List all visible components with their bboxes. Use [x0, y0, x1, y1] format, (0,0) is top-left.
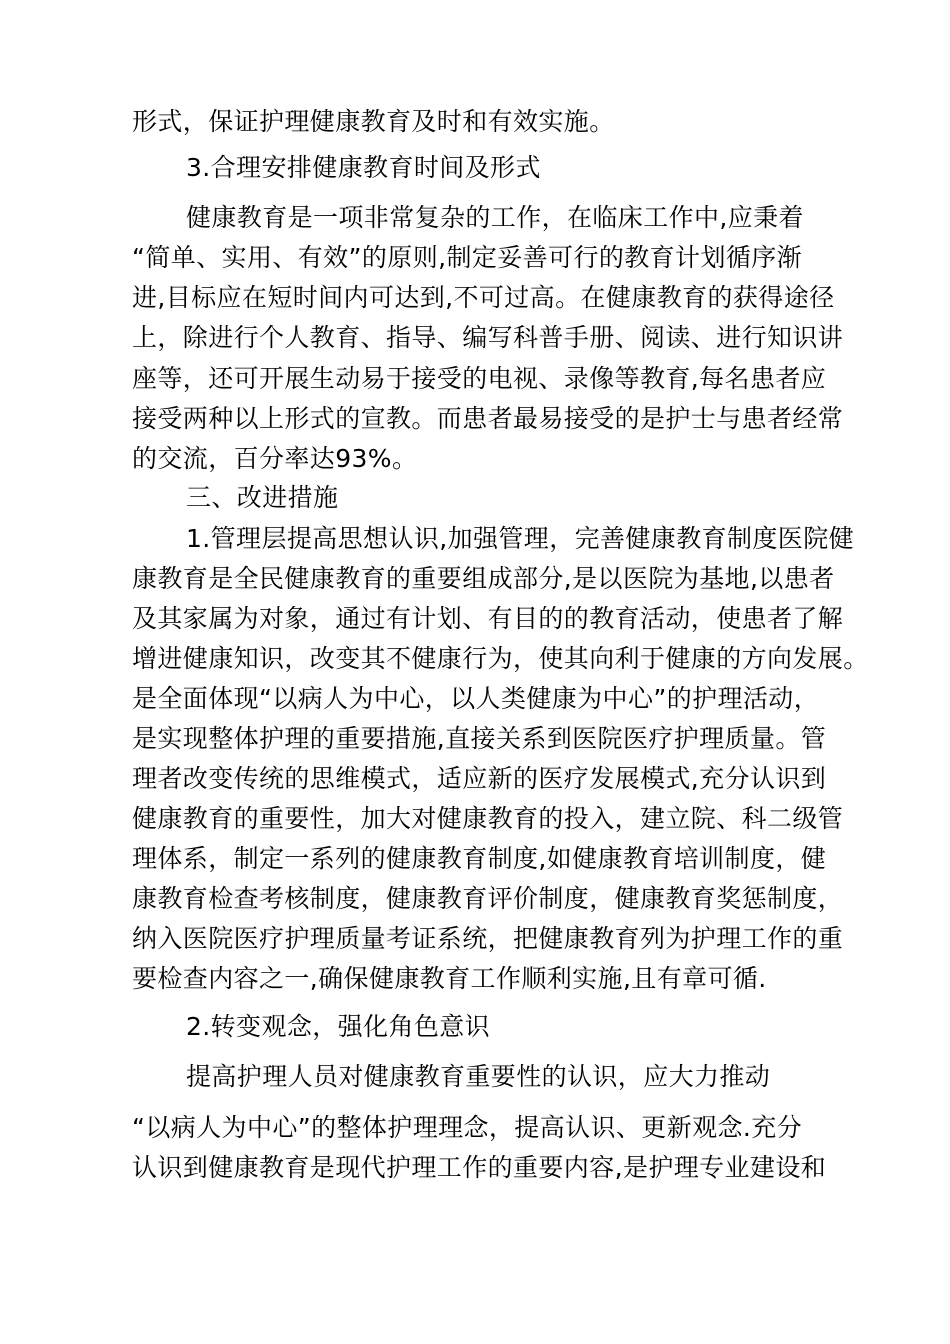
- text-line: 理者改变传统的思维模式，适应新的医疗发展模式,充分认识到: [132, 764, 827, 793]
- text-line: 是实现整体护理的重要措施,直接关系到医院医疗护理质量。管: [132, 724, 827, 753]
- section-heading: 三、改进措施: [186, 483, 339, 512]
- section-heading: 2.转变观念，强化角色意识: [186, 1012, 491, 1041]
- text-line: 是全面体现“以病人为中心，以人类健康为中心”的护理活动，: [132, 684, 820, 713]
- paragraph-first-line: 提高护理人员对健康教育重要性的认识，应大力推动: [186, 1062, 771, 1091]
- text-line: 康教育是全民健康教育的重要组成部分,是以医院为基地,以患者: [132, 564, 835, 593]
- text-line: “以病人为中心”的整体护理理念，提高认识、更新观念.充分: [132, 1113, 803, 1142]
- text-line: 座等，还可开展生动易于接受的电视、录像等教育,每名患者应: [132, 364, 827, 393]
- text-line: 认识到健康教育是现代护理工作的重要内容,是护理专业建设和: [132, 1153, 827, 1182]
- text-line: 及其家属为对象，通过有计划、有目的的教育活动，使患者了解: [132, 604, 844, 633]
- text-line: “简单、实用、有效”的原则,制定妥善可行的教育计划循序渐: [132, 243, 803, 272]
- text-line: 要检查内容之一,确保健康教育工作顺利实施,且有章可循.: [132, 964, 767, 993]
- text-line: 进,目标应在短时间内可达到,不可过高。在健康教育的获得途径: [132, 283, 835, 312]
- text-line: 的交流，百分率达93%。: [132, 444, 418, 473]
- paragraph-first-line: 健康教育是一项非常复杂的工作，在临床工作中,应秉着: [186, 203, 804, 232]
- section-heading: 3.合理安排健康教育时间及形式: [186, 153, 541, 182]
- text-line: 康教育检查考核制度，健康教育评价制度，健康教育奖惩制度，: [132, 884, 844, 913]
- text-line: 理体系，制定一系列的健康教育制度,如健康教育培训制度，健: [132, 844, 827, 873]
- text-line: 接受两种以上形式的宣教。而患者最易接受的是护士与患者经常: [132, 404, 844, 433]
- text-line: 健康教育的重要性，加大对健康教育的投入，建立院、科二级管: [132, 804, 844, 833]
- text-line: 纳入医院医疗护理质量考证系统，把健康教育列为护理工作的重: [132, 924, 844, 953]
- paragraph-first-line: 1.管理层提高思想认识,加强管理，完善健康教育制度医院健: [186, 524, 855, 553]
- text-line: 增进健康知识，改变其不健康行为，使其向利于健康的方向发展。: [132, 644, 869, 673]
- text-line: 上，除进行个人教育、指导、编写科普手册、阅读、进行知识讲: [132, 323, 844, 352]
- text-line: 形式，保证护理健康教育及时和有效实施。: [132, 107, 615, 136]
